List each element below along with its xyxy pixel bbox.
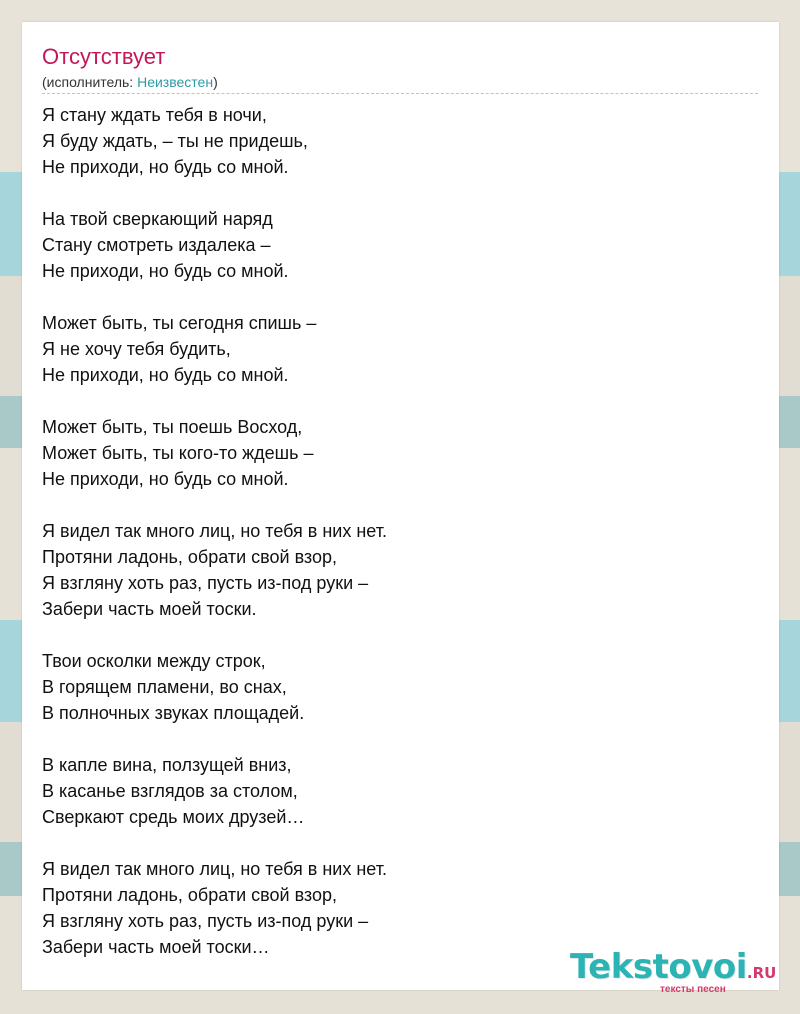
lyrics-line: Я не хочу тебя будить, bbox=[42, 339, 231, 359]
lyrics-line: В горящем пламени, во снах, bbox=[42, 677, 287, 697]
logo-tagline: тексты песен bbox=[660, 984, 726, 995]
lyrics-line: Протяни ладонь, обрати свой взор, bbox=[42, 547, 338, 567]
lyrics-line: Я взгляну хоть раз, пусть из-под руки – bbox=[42, 573, 369, 593]
logo-wordmark: Tekstovoi bbox=[570, 947, 747, 987]
lyrics-line: Твои осколки между строк, bbox=[42, 651, 266, 671]
lyrics-line: Сверкают средь моих друзей… bbox=[42, 807, 305, 827]
lyrics-line: Я видел так много лиц, но тебя в них нет. bbox=[42, 521, 387, 541]
lyrics-stanza bbox=[42, 310, 758, 388]
lyrics-line: Забери часть моей тоски… bbox=[42, 937, 270, 957]
lyrics-line: В капле вина, ползущей вниз, bbox=[42, 755, 292, 775]
artist-prefix: (исполнитель: bbox=[42, 74, 138, 90]
lyrics-card bbox=[22, 22, 779, 995]
song-title: Отсутствует bbox=[42, 44, 166, 69]
lyrics-stanza bbox=[42, 856, 758, 960]
lyrics-line: Забери часть моей тоски. bbox=[42, 599, 257, 619]
logo-tld: .RU bbox=[746, 964, 777, 982]
lyrics-line: В полночных звуках площадей. bbox=[42, 703, 305, 723]
lyrics-stanza bbox=[42, 414, 758, 492]
site-logo bbox=[570, 947, 777, 997]
lyrics-stanza bbox=[42, 648, 758, 726]
lyrics-line: Протяни ладонь, обрати свой взор, bbox=[42, 885, 338, 905]
artist-link[interactable]: Неизвестен bbox=[137, 74, 214, 90]
lyrics-line: Не приходи, но будь со мной. bbox=[42, 261, 289, 281]
lyrics-line: Не приходи, но будь со мной. bbox=[42, 469, 289, 489]
artist-suffix: ) bbox=[213, 74, 218, 90]
title-divider bbox=[42, 93, 758, 94]
artist-line bbox=[42, 74, 218, 90]
lyrics-stanza bbox=[42, 102, 758, 180]
lyrics-stanza bbox=[42, 518, 758, 622]
lyrics-text bbox=[42, 102, 758, 986]
lyrics-line: Не приходи, но будь со мной. bbox=[42, 365, 289, 385]
lyrics-line: Я буду ждать, – ты не придешь, bbox=[42, 131, 308, 151]
lyrics-line: Я стану ждать тебя в ночи, bbox=[42, 105, 267, 125]
lyrics-line: Не приходи, но будь со мной. bbox=[42, 157, 289, 177]
lyrics-line: Стану смотреть издалека – bbox=[42, 235, 271, 255]
lyrics-line: Может быть, ты кого-то ждешь – bbox=[42, 443, 314, 463]
lyrics-line: В касанье взглядов за столом, bbox=[42, 781, 298, 801]
lyrics-line: На твой сверкающий наряд bbox=[42, 209, 273, 229]
lyrics-line: Может быть, ты сегодня спишь – bbox=[42, 313, 317, 333]
lyrics-line: Я взгляну хоть раз, пусть из-под руки – bbox=[42, 911, 369, 931]
lyrics-stanza bbox=[42, 206, 758, 284]
lyrics-stanza bbox=[42, 752, 758, 830]
lyrics-line: Я видел так много лиц, но тебя в них нет. bbox=[42, 859, 387, 879]
lyrics-line: Может быть, ты поешь Восход, bbox=[42, 417, 303, 437]
